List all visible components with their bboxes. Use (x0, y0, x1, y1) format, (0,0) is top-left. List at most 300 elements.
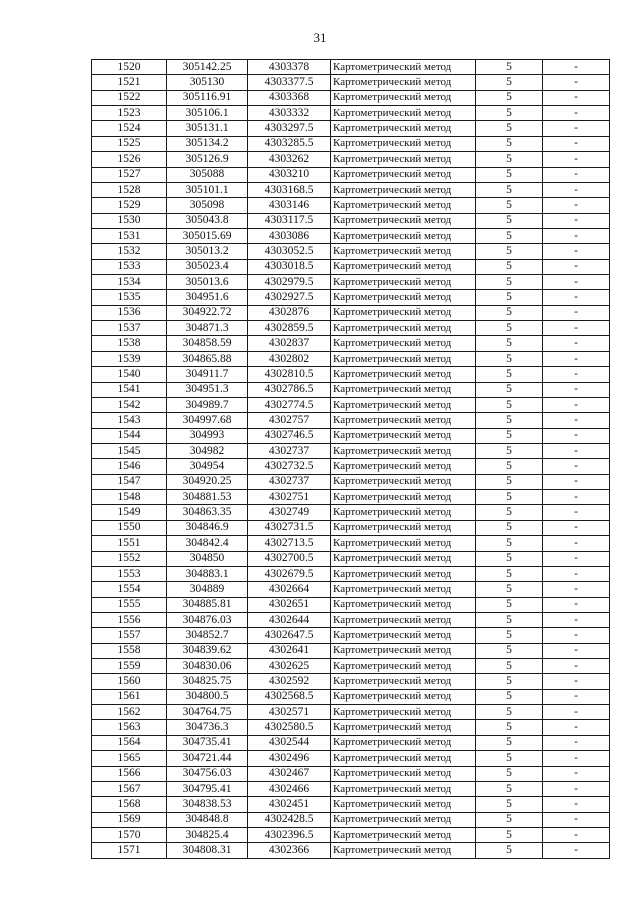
x-coordinate-cell: 304871.3 (167, 321, 248, 336)
note-cell: - (543, 520, 610, 535)
point-number-cell: 1537 (92, 321, 167, 336)
x-coordinate-cell: 305023.4 (167, 259, 248, 274)
accuracy-cell: 5 (476, 551, 543, 566)
point-number-cell: 1524 (92, 121, 167, 136)
y-coordinate-cell: 4303332 (248, 106, 331, 121)
point-number-cell: 1558 (92, 643, 167, 658)
x-coordinate-cell: 304885.81 (167, 597, 248, 612)
note-cell: - (543, 751, 610, 766)
note-cell: - (543, 490, 610, 505)
note-cell: - (543, 428, 610, 443)
note-cell: - (543, 321, 610, 336)
x-coordinate-cell: 304920.25 (167, 474, 248, 489)
note-cell: - (543, 106, 610, 121)
table-row (92, 75, 610, 90)
x-coordinate-cell: 304825.4 (167, 827, 248, 842)
point-number-cell: 1529 (92, 198, 167, 213)
y-coordinate-cell: 4302786.5 (248, 382, 331, 397)
x-coordinate-cell: 305088 (167, 167, 248, 182)
method-cell: Картометрический метод (331, 812, 476, 827)
note-cell: - (543, 643, 610, 658)
accuracy-cell: 5 (476, 106, 543, 121)
y-coordinate-cell: 4303168.5 (248, 182, 331, 197)
method-cell: Картометрический метод (331, 167, 476, 182)
y-coordinate-cell: 4302837 (248, 336, 331, 351)
table-row (92, 351, 610, 366)
y-coordinate-cell: 4303210 (248, 167, 331, 182)
x-coordinate-cell: 305106.1 (167, 106, 248, 121)
y-coordinate-cell: 4302664 (248, 582, 331, 597)
x-coordinate-cell: 304951.6 (167, 290, 248, 305)
note-cell: - (543, 735, 610, 750)
table-row (92, 766, 610, 781)
method-cell: Картометрический метод (331, 244, 476, 259)
accuracy-cell: 5 (476, 505, 543, 520)
method-cell: Картометрический метод (331, 397, 476, 412)
table-row (92, 612, 610, 627)
x-coordinate-cell: 304848.8 (167, 812, 248, 827)
y-coordinate-cell: 4302428.5 (248, 812, 331, 827)
y-coordinate-cell: 4302802 (248, 351, 331, 366)
x-coordinate-cell: 304736.3 (167, 720, 248, 735)
table-row (92, 582, 610, 597)
point-number-cell: 1526 (92, 152, 167, 167)
x-coordinate-cell: 305131.1 (167, 121, 248, 136)
note-cell: - (543, 213, 610, 228)
table-row (92, 751, 610, 766)
x-coordinate-cell: 305098 (167, 198, 248, 213)
note-cell: - (543, 90, 610, 105)
accuracy-cell: 5 (476, 121, 543, 136)
table-row (92, 505, 610, 520)
x-coordinate-cell: 304846.9 (167, 520, 248, 535)
table-row (92, 182, 610, 197)
table-row (92, 443, 610, 458)
accuracy-cell: 5 (476, 459, 543, 474)
y-coordinate-cell: 4302737 (248, 474, 331, 489)
y-coordinate-cell: 4303297.5 (248, 121, 331, 136)
x-coordinate-cell: 304721.44 (167, 751, 248, 766)
y-coordinate-cell: 4302749 (248, 505, 331, 520)
point-number-cell: 1530 (92, 213, 167, 228)
note-cell: - (543, 551, 610, 566)
method-cell: Картометрический метод (331, 566, 476, 581)
y-coordinate-cell: 4302876 (248, 305, 331, 320)
x-coordinate-cell: 304863.35 (167, 505, 248, 520)
accuracy-cell: 5 (476, 659, 543, 674)
y-coordinate-cell: 4303262 (248, 152, 331, 167)
y-coordinate-cell: 4302927.5 (248, 290, 331, 305)
method-cell: Картометрический метод (331, 428, 476, 443)
x-coordinate-cell: 304865.88 (167, 351, 248, 366)
table-row (92, 228, 610, 243)
y-coordinate-cell: 4302366 (248, 843, 331, 858)
x-coordinate-cell: 304951.3 (167, 382, 248, 397)
point-number-cell: 1553 (92, 566, 167, 581)
accuracy-cell: 5 (476, 382, 543, 397)
note-cell: - (543, 275, 610, 290)
x-coordinate-cell: 305116.91 (167, 90, 248, 105)
note-cell: - (543, 505, 610, 520)
table-row (92, 244, 610, 259)
table-row (92, 689, 610, 704)
method-cell: Картометрический метод (331, 213, 476, 228)
method-cell: Картометрический метод (331, 597, 476, 612)
method-cell: Картометрический метод (331, 689, 476, 704)
accuracy-cell: 5 (476, 490, 543, 505)
point-number-cell: 1544 (92, 428, 167, 443)
accuracy-cell: 5 (476, 643, 543, 658)
note-cell: - (543, 720, 610, 735)
point-number-cell: 1527 (92, 167, 167, 182)
table-row (92, 428, 610, 443)
note-cell: - (543, 228, 610, 243)
y-coordinate-cell: 4302810.5 (248, 367, 331, 382)
point-number-cell: 1548 (92, 490, 167, 505)
method-cell: Картометрический метод (331, 443, 476, 458)
table-row (92, 106, 610, 121)
method-cell: Картометрический метод (331, 351, 476, 366)
method-cell: Картометрический метод (331, 674, 476, 689)
y-coordinate-cell: 4302679.5 (248, 566, 331, 581)
method-cell: Картометрический метод (331, 628, 476, 643)
accuracy-cell: 5 (476, 689, 543, 704)
note-cell: - (543, 290, 610, 305)
table-row (92, 720, 610, 735)
x-coordinate-cell: 304839.62 (167, 643, 248, 658)
table-row (92, 413, 610, 428)
x-coordinate-cell: 305015.69 (167, 228, 248, 243)
method-cell: Картометрический метод (331, 60, 476, 75)
method-cell: Картометрический метод (331, 275, 476, 290)
point-number-cell: 1521 (92, 75, 167, 90)
accuracy-cell: 5 (476, 275, 543, 290)
accuracy-cell: 5 (476, 367, 543, 382)
page-number: 31 (313, 30, 327, 45)
accuracy-cell: 5 (476, 351, 543, 366)
accuracy-cell: 5 (476, 735, 543, 750)
note-cell: - (543, 705, 610, 720)
accuracy-cell: 5 (476, 766, 543, 781)
accuracy-cell: 5 (476, 75, 543, 90)
table-body (92, 60, 610, 859)
note-cell: - (543, 382, 610, 397)
method-cell: Картометрический метод (331, 382, 476, 397)
point-number-cell: 1535 (92, 290, 167, 305)
point-number-cell: 1534 (92, 275, 167, 290)
x-coordinate-cell: 304889 (167, 582, 248, 597)
accuracy-cell: 5 (476, 397, 543, 412)
point-number-cell: 1545 (92, 443, 167, 458)
note-cell: - (543, 413, 610, 428)
point-number-cell: 1554 (92, 582, 167, 597)
accuracy-cell: 5 (476, 305, 543, 320)
note-cell: - (543, 367, 610, 382)
point-number-cell: 1525 (92, 136, 167, 151)
method-cell: Картометрический метод (331, 505, 476, 520)
y-coordinate-cell: 4302544 (248, 735, 331, 750)
x-coordinate-cell: 304830.06 (167, 659, 248, 674)
note-cell: - (543, 182, 610, 197)
note-cell: - (543, 781, 610, 796)
table-row (92, 827, 610, 842)
point-number-cell: 1562 (92, 705, 167, 720)
method-cell: Картометрический метод (331, 321, 476, 336)
method-cell: Картометрический метод (331, 290, 476, 305)
note-cell: - (543, 659, 610, 674)
point-number-cell: 1543 (92, 413, 167, 428)
y-coordinate-cell: 4303117.5 (248, 213, 331, 228)
note-cell: - (543, 198, 610, 213)
y-coordinate-cell: 4302647.5 (248, 628, 331, 643)
method-cell: Картометрический метод (331, 612, 476, 627)
table-row (92, 152, 610, 167)
note-cell: - (543, 244, 610, 259)
y-coordinate-cell: 4302451 (248, 797, 331, 812)
table-row (92, 643, 610, 658)
method-cell: Картометрический метод (331, 720, 476, 735)
y-coordinate-cell: 4302467 (248, 766, 331, 781)
note-cell: - (543, 628, 610, 643)
x-coordinate-cell: 304852.7 (167, 628, 248, 643)
point-number-cell: 1540 (92, 367, 167, 382)
point-number-cell: 1523 (92, 106, 167, 121)
method-cell: Картометрический метод (331, 90, 476, 105)
accuracy-cell: 5 (476, 321, 543, 336)
method-cell: Картометрический метод (331, 551, 476, 566)
accuracy-cell: 5 (476, 797, 543, 812)
point-number-cell: 1555 (92, 597, 167, 612)
accuracy-cell: 5 (476, 628, 543, 643)
point-number-cell: 1560 (92, 674, 167, 689)
point-number-cell: 1571 (92, 843, 167, 858)
method-cell: Картометрический метод (331, 106, 476, 121)
y-coordinate-cell: 4302700.5 (248, 551, 331, 566)
point-number-cell: 1528 (92, 182, 167, 197)
method-cell: Картометрический метод (331, 582, 476, 597)
method-cell: Картометрический метод (331, 643, 476, 658)
table-row (92, 321, 610, 336)
table-row (92, 812, 610, 827)
table-row (92, 136, 610, 151)
table-row (92, 520, 610, 535)
note-cell: - (543, 797, 610, 812)
y-coordinate-cell: 4302731.5 (248, 520, 331, 535)
accuracy-cell: 5 (476, 582, 543, 597)
point-number-cell: 1520 (92, 60, 167, 75)
note-cell: - (543, 75, 610, 90)
table-row (92, 213, 610, 228)
note-cell: - (543, 351, 610, 366)
table-row (92, 90, 610, 105)
y-coordinate-cell: 4302732.5 (248, 459, 331, 474)
point-number-cell: 1556 (92, 612, 167, 627)
accuracy-cell: 5 (476, 597, 543, 612)
accuracy-cell: 5 (476, 182, 543, 197)
method-cell: Картометрический метод (331, 182, 476, 197)
accuracy-cell: 5 (476, 244, 543, 259)
y-coordinate-cell: 4302979.5 (248, 275, 331, 290)
x-coordinate-cell: 305142.25 (167, 60, 248, 75)
point-number-cell: 1569 (92, 812, 167, 827)
x-coordinate-cell: 304982 (167, 443, 248, 458)
y-coordinate-cell: 4302396.5 (248, 827, 331, 842)
accuracy-cell: 5 (476, 198, 543, 213)
table-row (92, 597, 610, 612)
table-row (92, 566, 610, 581)
y-coordinate-cell: 4302774.5 (248, 397, 331, 412)
method-cell: Картометрический метод (331, 413, 476, 428)
method-cell: Картометрический метод (331, 474, 476, 489)
accuracy-cell: 5 (476, 827, 543, 842)
point-number-cell: 1552 (92, 551, 167, 566)
note-cell: - (543, 397, 610, 412)
y-coordinate-cell: 4302757 (248, 413, 331, 428)
y-coordinate-cell: 4303368 (248, 90, 331, 105)
method-cell: Картометрический метод (331, 490, 476, 505)
accuracy-cell: 5 (476, 90, 543, 105)
y-coordinate-cell: 4302571 (248, 705, 331, 720)
table-row (92, 397, 610, 412)
note-cell: - (543, 827, 610, 842)
accuracy-cell: 5 (476, 812, 543, 827)
method-cell: Картометрический метод (331, 459, 476, 474)
accuracy-cell: 5 (476, 566, 543, 581)
x-coordinate-cell: 305101.1 (167, 182, 248, 197)
x-coordinate-cell: 305130 (167, 75, 248, 90)
table-row (92, 781, 610, 796)
table-row (92, 275, 610, 290)
x-coordinate-cell: 305134.2 (167, 136, 248, 151)
accuracy-cell: 5 (476, 228, 543, 243)
x-coordinate-cell: 304808.31 (167, 843, 248, 858)
method-cell: Картометрический метод (331, 797, 476, 812)
table-row (92, 674, 610, 689)
method-cell: Картометрический метод (331, 843, 476, 858)
y-coordinate-cell: 4302568.5 (248, 689, 331, 704)
accuracy-cell: 5 (476, 290, 543, 305)
y-coordinate-cell: 4302644 (248, 612, 331, 627)
table-row (92, 628, 610, 643)
method-cell: Картометрический метод (331, 136, 476, 151)
point-number-cell: 1531 (92, 228, 167, 243)
y-coordinate-cell: 4302592 (248, 674, 331, 689)
accuracy-cell: 5 (476, 443, 543, 458)
point-number-cell: 1557 (92, 628, 167, 643)
note-cell: - (543, 582, 610, 597)
y-coordinate-cell: 4302651 (248, 597, 331, 612)
x-coordinate-cell: 304735.41 (167, 735, 248, 750)
coordinates-table (91, 59, 610, 859)
point-number-cell: 1563 (92, 720, 167, 735)
accuracy-cell: 5 (476, 674, 543, 689)
accuracy-cell: 5 (476, 720, 543, 735)
x-coordinate-cell: 304838.53 (167, 797, 248, 812)
y-coordinate-cell: 4302625 (248, 659, 331, 674)
method-cell: Картометрический метод (331, 659, 476, 674)
y-coordinate-cell: 4303018.5 (248, 259, 331, 274)
point-number-cell: 1570 (92, 827, 167, 842)
table-row (92, 551, 610, 566)
accuracy-cell: 5 (476, 612, 543, 627)
point-number-cell: 1549 (92, 505, 167, 520)
note-cell: - (543, 689, 610, 704)
point-number-cell: 1550 (92, 520, 167, 535)
point-number-cell: 1559 (92, 659, 167, 674)
method-cell: Картометрический метод (331, 198, 476, 213)
point-number-cell: 1566 (92, 766, 167, 781)
note-cell: - (543, 597, 610, 612)
y-coordinate-cell: 4302751 (248, 490, 331, 505)
accuracy-cell: 5 (476, 259, 543, 274)
table-row (92, 121, 610, 136)
table-row (92, 382, 610, 397)
y-coordinate-cell: 4302466 (248, 781, 331, 796)
method-cell: Картометрический метод (331, 751, 476, 766)
note-cell: - (543, 612, 610, 627)
y-coordinate-cell: 4303086 (248, 228, 331, 243)
table-row (92, 459, 610, 474)
point-number-cell: 1522 (92, 90, 167, 105)
x-coordinate-cell: 304842.4 (167, 536, 248, 551)
point-number-cell: 1538 (92, 336, 167, 351)
point-number-cell: 1542 (92, 397, 167, 412)
x-coordinate-cell: 304764.75 (167, 705, 248, 720)
table-row (92, 536, 610, 551)
method-cell: Картометрический метод (331, 336, 476, 351)
note-cell: - (543, 674, 610, 689)
x-coordinate-cell: 304954 (167, 459, 248, 474)
x-coordinate-cell: 305013.2 (167, 244, 248, 259)
point-number-cell: 1567 (92, 781, 167, 796)
point-number-cell: 1539 (92, 351, 167, 366)
point-number-cell: 1536 (92, 305, 167, 320)
point-number-cell: 1532 (92, 244, 167, 259)
point-number-cell: 1565 (92, 751, 167, 766)
method-cell: Картометрический метод (331, 735, 476, 750)
note-cell: - (543, 536, 610, 551)
accuracy-cell: 5 (476, 413, 543, 428)
table-row (92, 490, 610, 505)
accuracy-cell: 5 (476, 336, 543, 351)
method-cell: Картометрический метод (331, 827, 476, 842)
note-cell: - (543, 766, 610, 781)
note-cell: - (543, 152, 610, 167)
note-cell: - (543, 459, 610, 474)
x-coordinate-cell: 305013.6 (167, 275, 248, 290)
note-cell: - (543, 167, 610, 182)
note-cell: - (543, 60, 610, 75)
accuracy-cell: 5 (476, 843, 543, 858)
y-coordinate-cell: 4303377.5 (248, 75, 331, 90)
table-row (92, 336, 610, 351)
y-coordinate-cell: 4302496 (248, 751, 331, 766)
accuracy-cell: 5 (476, 428, 543, 443)
method-cell: Картометрический метод (331, 781, 476, 796)
accuracy-cell: 5 (476, 781, 543, 796)
x-coordinate-cell: 305043.8 (167, 213, 248, 228)
note-cell: - (543, 121, 610, 136)
method-cell: Картометрический метод (331, 536, 476, 551)
table-row (92, 305, 610, 320)
table-row (92, 290, 610, 305)
point-number-cell: 1561 (92, 689, 167, 704)
note-cell: - (543, 566, 610, 581)
method-cell: Картометрический метод (331, 520, 476, 535)
point-number-cell: 1568 (92, 797, 167, 812)
x-coordinate-cell: 304883.1 (167, 566, 248, 581)
x-coordinate-cell: 304989.7 (167, 397, 248, 412)
